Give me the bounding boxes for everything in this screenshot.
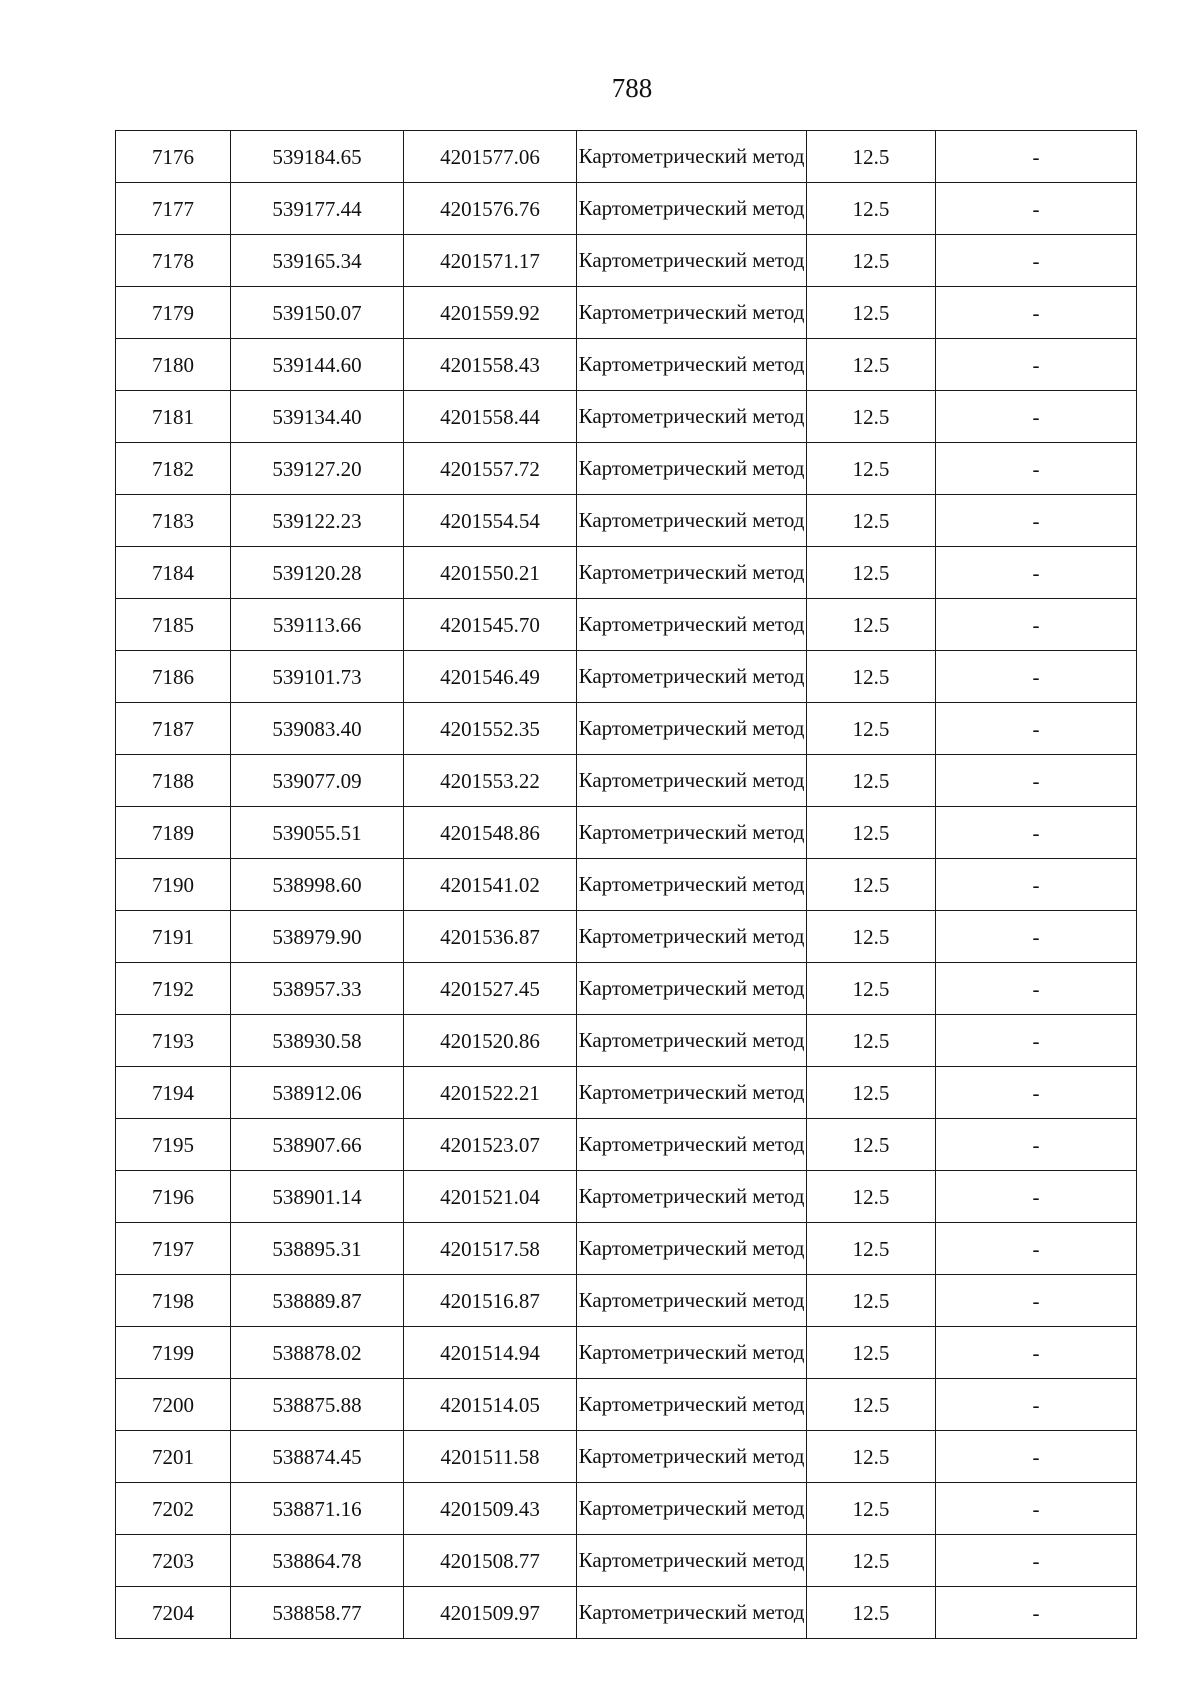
accuracy-cell: 12.5 xyxy=(807,1535,936,1587)
y-coordinate-cell: 4201514.05 xyxy=(404,1379,577,1431)
note-cell: - xyxy=(936,963,1137,1015)
accuracy-cell: 12.5 xyxy=(807,183,936,235)
note-cell: - xyxy=(936,547,1137,599)
point-number-cell: 7204 xyxy=(116,1587,231,1639)
point-number-cell: 7179 xyxy=(116,287,231,339)
accuracy-cell: 12.5 xyxy=(807,1015,936,1067)
accuracy-cell: 12.5 xyxy=(807,807,936,859)
x-coordinate-cell: 538901.14 xyxy=(231,1171,404,1223)
accuracy-cell: 12.5 xyxy=(807,1431,936,1483)
x-coordinate-cell: 539083.40 xyxy=(231,703,404,755)
accuracy-cell: 12.5 xyxy=(807,1171,936,1223)
table-row xyxy=(116,807,1137,859)
y-coordinate-cell: 4201541.02 xyxy=(404,859,577,911)
note-cell: - xyxy=(936,807,1137,859)
x-coordinate-cell: 538864.78 xyxy=(231,1535,404,1587)
method-cell: Картометрический метод xyxy=(577,1119,807,1171)
point-number-cell: 7184 xyxy=(116,547,231,599)
table-row xyxy=(116,1483,1137,1535)
y-coordinate-cell: 4201577.06 xyxy=(404,131,577,183)
point-number-cell: 7190 xyxy=(116,859,231,911)
y-coordinate-cell: 4201516.87 xyxy=(404,1275,577,1327)
note-cell: - xyxy=(936,599,1137,651)
accuracy-cell: 12.5 xyxy=(807,131,936,183)
table-row xyxy=(116,495,1137,547)
x-coordinate-cell: 539077.09 xyxy=(231,755,404,807)
table-row xyxy=(116,235,1137,287)
method-cell: Картометрический метод xyxy=(577,1067,807,1119)
point-number-cell: 7177 xyxy=(116,183,231,235)
point-number-cell: 7185 xyxy=(116,599,231,651)
table-row xyxy=(116,859,1137,911)
accuracy-cell: 12.5 xyxy=(807,911,936,963)
method-cell: Картометрический метод xyxy=(577,807,807,859)
x-coordinate-cell: 538998.60 xyxy=(231,859,404,911)
y-coordinate-cell: 4201548.86 xyxy=(404,807,577,859)
table-row xyxy=(116,1119,1137,1171)
x-coordinate-cell: 538889.87 xyxy=(231,1275,404,1327)
note-cell: - xyxy=(936,287,1137,339)
x-coordinate-cell: 538957.33 xyxy=(231,963,404,1015)
x-coordinate-cell: 539177.44 xyxy=(231,183,404,235)
method-cell: Картометрический метод xyxy=(577,1587,807,1639)
y-coordinate-cell: 4201511.58 xyxy=(404,1431,577,1483)
point-number-cell: 7199 xyxy=(116,1327,231,1379)
x-coordinate-cell: 539122.23 xyxy=(231,495,404,547)
accuracy-cell: 12.5 xyxy=(807,1119,936,1171)
method-cell: Картометрический метод xyxy=(577,443,807,495)
method-cell: Картометрический метод xyxy=(577,1015,807,1067)
note-cell: - xyxy=(936,1431,1137,1483)
x-coordinate-cell: 539134.40 xyxy=(231,391,404,443)
note-cell: - xyxy=(936,911,1137,963)
x-coordinate-cell: 539055.51 xyxy=(231,807,404,859)
x-coordinate-cell: 538858.77 xyxy=(231,1587,404,1639)
point-number-cell: 7194 xyxy=(116,1067,231,1119)
y-coordinate-cell: 4201571.17 xyxy=(404,235,577,287)
table-row xyxy=(116,1067,1137,1119)
accuracy-cell: 12.5 xyxy=(807,235,936,287)
point-number-cell: 7202 xyxy=(116,1483,231,1535)
table-row xyxy=(116,963,1137,1015)
y-coordinate-cell: 4201523.07 xyxy=(404,1119,577,1171)
table-row xyxy=(116,391,1137,443)
point-number-cell: 7183 xyxy=(116,495,231,547)
note-cell: - xyxy=(936,703,1137,755)
accuracy-cell: 12.5 xyxy=(807,599,936,651)
note-cell: - xyxy=(936,235,1137,287)
x-coordinate-cell: 539144.60 xyxy=(231,339,404,391)
x-coordinate-cell: 538875.88 xyxy=(231,1379,404,1431)
accuracy-cell: 12.5 xyxy=(807,1275,936,1327)
point-number-cell: 7195 xyxy=(116,1119,231,1171)
table-row xyxy=(116,339,1137,391)
accuracy-cell: 12.5 xyxy=(807,1587,936,1639)
accuracy-cell: 12.5 xyxy=(807,287,936,339)
x-coordinate-cell: 538930.58 xyxy=(231,1015,404,1067)
accuracy-cell: 12.5 xyxy=(807,339,936,391)
note-cell: - xyxy=(936,1067,1137,1119)
x-coordinate-cell: 538912.06 xyxy=(231,1067,404,1119)
note-cell: - xyxy=(936,495,1137,547)
method-cell: Картометрический метод xyxy=(577,651,807,703)
note-cell: - xyxy=(936,1379,1137,1431)
point-number-cell: 7182 xyxy=(116,443,231,495)
point-number-cell: 7201 xyxy=(116,1431,231,1483)
accuracy-cell: 12.5 xyxy=(807,755,936,807)
point-number-cell: 7193 xyxy=(116,1015,231,1067)
note-cell: - xyxy=(936,651,1137,703)
table-row xyxy=(116,755,1137,807)
coordinates-table xyxy=(115,130,1137,1639)
x-coordinate-cell: 538979.90 xyxy=(231,911,404,963)
x-coordinate-cell: 538878.02 xyxy=(231,1327,404,1379)
accuracy-cell: 12.5 xyxy=(807,703,936,755)
y-coordinate-cell: 4201576.76 xyxy=(404,183,577,235)
y-coordinate-cell: 4201527.45 xyxy=(404,963,577,1015)
note-cell: - xyxy=(936,1535,1137,1587)
note-cell: - xyxy=(936,183,1137,235)
table-row xyxy=(116,287,1137,339)
accuracy-cell: 12.5 xyxy=(807,391,936,443)
y-coordinate-cell: 4201559.92 xyxy=(404,287,577,339)
y-coordinate-cell: 4201509.43 xyxy=(404,1483,577,1535)
accuracy-cell: 12.5 xyxy=(807,1223,936,1275)
table-row xyxy=(116,703,1137,755)
accuracy-cell: 12.5 xyxy=(807,547,936,599)
note-cell: - xyxy=(936,131,1137,183)
note-cell: - xyxy=(936,1223,1137,1275)
note-cell: - xyxy=(936,1483,1137,1535)
point-number-cell: 7191 xyxy=(116,911,231,963)
table-row xyxy=(116,651,1137,703)
table-row xyxy=(116,1223,1137,1275)
y-coordinate-cell: 4201552.35 xyxy=(404,703,577,755)
note-cell: - xyxy=(936,1327,1137,1379)
x-coordinate-cell: 539165.34 xyxy=(231,235,404,287)
table-row xyxy=(116,183,1137,235)
table-row xyxy=(116,1431,1137,1483)
table-row xyxy=(116,1275,1137,1327)
y-coordinate-cell: 4201514.94 xyxy=(404,1327,577,1379)
point-number-cell: 7180 xyxy=(116,339,231,391)
table-row xyxy=(116,1379,1137,1431)
note-cell: - xyxy=(936,443,1137,495)
method-cell: Картометрический метод xyxy=(577,235,807,287)
note-cell: - xyxy=(936,755,1137,807)
y-coordinate-cell: 4201558.43 xyxy=(404,339,577,391)
y-coordinate-cell: 4201546.49 xyxy=(404,651,577,703)
x-coordinate-cell: 539113.66 xyxy=(231,599,404,651)
y-coordinate-cell: 4201554.54 xyxy=(404,495,577,547)
point-number-cell: 7186 xyxy=(116,651,231,703)
table-row xyxy=(116,1015,1137,1067)
method-cell: Картометрический метод xyxy=(577,1327,807,1379)
method-cell: Картометрический метод xyxy=(577,1431,807,1483)
x-coordinate-cell: 538871.16 xyxy=(231,1483,404,1535)
accuracy-cell: 12.5 xyxy=(807,443,936,495)
method-cell: Картометрический метод xyxy=(577,911,807,963)
table-row xyxy=(116,1171,1137,1223)
method-cell: Картометрический метод xyxy=(577,859,807,911)
accuracy-cell: 12.5 xyxy=(807,651,936,703)
table-row xyxy=(116,599,1137,651)
x-coordinate-cell: 539127.20 xyxy=(231,443,404,495)
method-cell: Картометрический метод xyxy=(577,183,807,235)
note-cell: - xyxy=(936,339,1137,391)
point-number-cell: 7187 xyxy=(116,703,231,755)
note-cell: - xyxy=(936,1119,1137,1171)
method-cell: Картометрический метод xyxy=(577,1483,807,1535)
accuracy-cell: 12.5 xyxy=(807,1327,936,1379)
table-row xyxy=(116,1327,1137,1379)
y-coordinate-cell: 4201517.58 xyxy=(404,1223,577,1275)
point-number-cell: 7188 xyxy=(116,755,231,807)
method-cell: Картометрический метод xyxy=(577,339,807,391)
method-cell: Картометрический метод xyxy=(577,495,807,547)
table-row xyxy=(116,1587,1137,1639)
table-row xyxy=(116,911,1137,963)
y-coordinate-cell: 4201550.21 xyxy=(404,547,577,599)
y-coordinate-cell: 4201522.21 xyxy=(404,1067,577,1119)
note-cell: - xyxy=(936,1015,1137,1067)
table-row xyxy=(116,131,1137,183)
method-cell: Картометрический метод xyxy=(577,1535,807,1587)
point-number-cell: 7189 xyxy=(116,807,231,859)
table-row xyxy=(116,547,1137,599)
x-coordinate-cell: 538874.45 xyxy=(231,1431,404,1483)
coordinates-table-body xyxy=(116,131,1137,1639)
method-cell: Картометрический метод xyxy=(577,547,807,599)
page-number: 788 xyxy=(611,73,653,103)
accuracy-cell: 12.5 xyxy=(807,859,936,911)
method-cell: Картометрический метод xyxy=(577,703,807,755)
table-row xyxy=(116,1535,1137,1587)
x-coordinate-cell: 539184.65 xyxy=(231,131,404,183)
accuracy-cell: 12.5 xyxy=(807,1379,936,1431)
y-coordinate-cell: 4201509.97 xyxy=(404,1587,577,1639)
note-cell: - xyxy=(936,1275,1137,1327)
method-cell: Картометрический метод xyxy=(577,1379,807,1431)
method-cell: Картометрический метод xyxy=(577,1275,807,1327)
y-coordinate-cell: 4201558.44 xyxy=(404,391,577,443)
y-coordinate-cell: 4201521.04 xyxy=(404,1171,577,1223)
y-coordinate-cell: 4201508.77 xyxy=(404,1535,577,1587)
method-cell: Картометрический метод xyxy=(577,131,807,183)
accuracy-cell: 12.5 xyxy=(807,1483,936,1535)
x-coordinate-cell: 539120.28 xyxy=(231,547,404,599)
method-cell: Картометрический метод xyxy=(577,963,807,1015)
y-coordinate-cell: 4201520.86 xyxy=(404,1015,577,1067)
accuracy-cell: 12.5 xyxy=(807,963,936,1015)
note-cell: - xyxy=(936,1171,1137,1223)
note-cell: - xyxy=(936,859,1137,911)
point-number-cell: 7203 xyxy=(116,1535,231,1587)
point-number-cell: 7181 xyxy=(116,391,231,443)
y-coordinate-cell: 4201557.72 xyxy=(404,443,577,495)
point-number-cell: 7176 xyxy=(116,131,231,183)
point-number-cell: 7196 xyxy=(116,1171,231,1223)
method-cell: Картометрический метод xyxy=(577,287,807,339)
y-coordinate-cell: 4201545.70 xyxy=(404,599,577,651)
point-number-cell: 7200 xyxy=(116,1379,231,1431)
method-cell: Картометрический метод xyxy=(577,755,807,807)
point-number-cell: 7198 xyxy=(116,1275,231,1327)
x-coordinate-cell: 539101.73 xyxy=(231,651,404,703)
x-coordinate-cell: 538907.66 xyxy=(231,1119,404,1171)
method-cell: Картометрический метод xyxy=(577,391,807,443)
point-number-cell: 7197 xyxy=(116,1223,231,1275)
point-number-cell: 7178 xyxy=(116,235,231,287)
point-number-cell: 7192 xyxy=(116,963,231,1015)
x-coordinate-cell: 538895.31 xyxy=(231,1223,404,1275)
table-row xyxy=(116,443,1137,495)
y-coordinate-cell: 4201536.87 xyxy=(404,911,577,963)
method-cell: Картометрический метод xyxy=(577,1171,807,1223)
method-cell: Картометрический метод xyxy=(577,1223,807,1275)
accuracy-cell: 12.5 xyxy=(807,1067,936,1119)
note-cell: - xyxy=(936,391,1137,443)
accuracy-cell: 12.5 xyxy=(807,495,936,547)
note-cell: - xyxy=(936,1587,1137,1639)
y-coordinate-cell: 4201553.22 xyxy=(404,755,577,807)
x-coordinate-cell: 539150.07 xyxy=(231,287,404,339)
method-cell: Картометрический метод xyxy=(577,599,807,651)
